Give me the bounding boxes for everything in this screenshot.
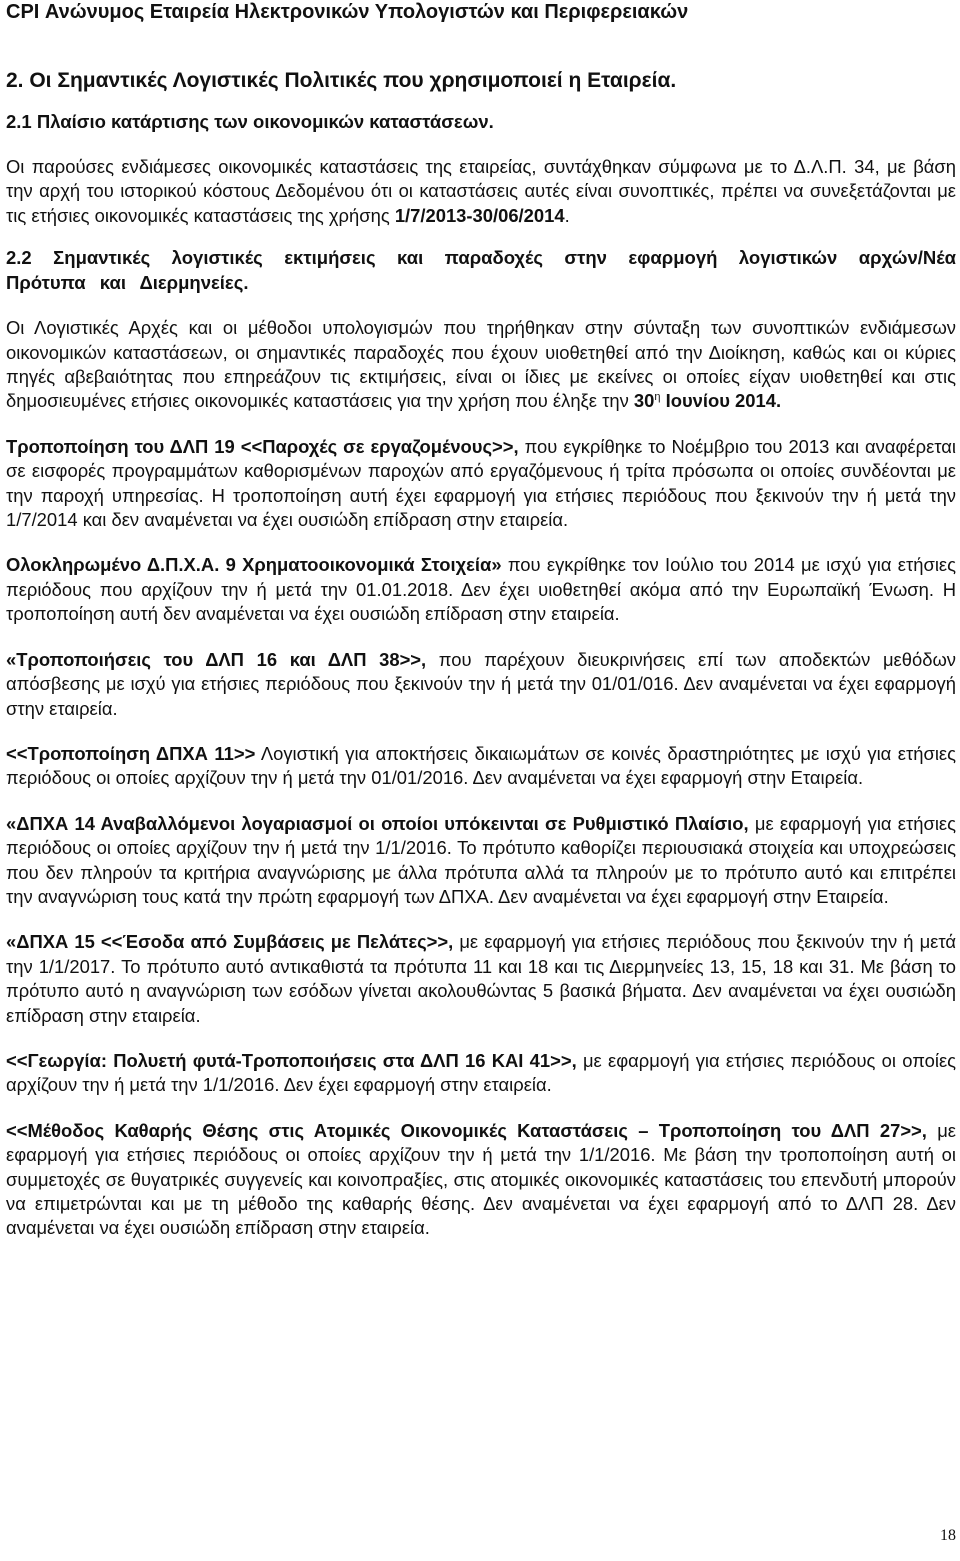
standard-item-ias16-38 [6,648,956,721]
item-title: «ΔΠΧΑ 15 <<Έσοδα από Συμβάσεις με Πελάτες>>, [6,931,454,953]
standard-item-ias16-41 [6,1049,956,1098]
page-number: 18 [940,1527,956,1544]
item-text: που παρέχουν διευκρινήσεις επί των αποδεκτών μεθόδων απόσβεσης με ισχύ για ετήσιες περιόδους που ξεκινούν την ή μετά την 01/01/016. Δεν αναμένεται να έχει εφαρμογή στην εταιρεία. [6,648,956,719]
standard-item-ifrs14 [6,812,956,910]
item-text: με εφαρμογή για ετήσιες περιόδους οι οποίες αρχίζουν την ή μετά την 1/1/2016. Δεν έχει εφαρμογή στην εταιρεία. [6,1049,957,1096]
item-title: <<Τροποποίηση ΔΠΧΑ 11>> [6,742,256,764]
item-title: «ΔΠΧΑ 14 Αναβαλλόμενοι λογαριασμοί οι οποίοι υπόκεινται σε Ρυθμιστικό Πλαίσιο, [6,812,749,834]
section-2-1-period: 1/7/2013-30/06/2014 [394,204,565,226]
item-text: με εφαρμογή για ετήσιες περιόδους οι οποίες αρχίζουν την ή μετά την 1/1/2016. Με βάση την τροποποίηση αυτή οι συμμετοχές σε θυγατρικές συγγενείς και κοινοπραξίες, στις ατομικές οικονομικές καταστάσεις του επενδυτή μπορούν να επιμετρώνται και με τη μέθοδο της καθαρής θέσης. Δεν αναμένεται να έχει εφαρμογή από το ΔΛΠ 28. Δεν αναμένεται να έχει ουσιώδη επίδραση στην εταιρεία. [6,1119,957,1239]
company-header: CPI Ανώνυμος Εταιρεία Ηλεκτρονικών Υπολογιστών και Περιφερειακών [6,1,689,23]
item-title: <<Γεωργία: Πολυετή φυτά-Τροποποιήσεις στα ΔΛΠ 16 ΚΑΙ 41>>, [6,1049,577,1071]
section-2-2-date-day: 30 [633,390,655,412]
section-2-1-title: 2.1 Πλαίσιο κατάρτισης των οικονομικών καταστάσεων. [6,111,494,132]
standard-item-ifrs15 [6,930,956,1028]
item-title: <<Μέθοδος Καθαρής Θέσης στις Ατομικές Οικονομικές Καταστάσεις – Τροποποίηση του ΔΛΠ 27>>, [6,1119,927,1141]
section-2-2-text: Οι Λογιστικές Αρχές και οι μέθοδοι υπολογισμών που τηρήθηκαν στην σύνταξη των συνοπτικών ενδιάμεσων οικονομικών καταστάσεων, οι σημαντικές παραδοχές που έχουν υιοθετηθεί από την Διοίκηση, καθώς και οι κύριες πηγές αβεβαιότητας που επηρεάζουν τις εκτιμήσεις, είναι οι ίδιες με εκείνες οι οποίες είχαν υιοθετηθεί και στις δημοσιευμένες ετήσιες οικονομικές καταστάσεις για την χρήση που έληξε την [6,317,956,412]
item-title: Ολοκληρωμένο Δ.Π.Χ.Α. 9 Χρηματοοικονομικά Στοιχεία» [6,554,502,576]
section-2-2-title: 2.2 Σημαντικές λογιστικές εκτιμήσεις και παραδοχές στην εφαρμογή λογιστικών αρχών/Νέα Πρότυπα και Διερμηνείες. [6,247,956,294]
item-title: Τροποποίηση του ΔΛΠ 19 <<Παροχές σε εργαζομένους>>, [6,435,519,457]
item-text: Λογιστική για αποκτήσεις δικαιωμάτων σε κοινές δραστηριότητες με ισχύ για ετήσιες περιόδους οι οποίες αρχίζουν την ή μετά την 01/01/2016. Δεν αναμένεται να έχει εφαρμογή στην Εταιρεία. [6,742,956,789]
section-2-2-body [6,316,956,414]
section-2-1-text: Οι παρούσες ενδιάμεσες οικονομικές καταστάσεις της εταιρείας, συντάχθηκαν σύμφωνα με το Δ.Λ.Π. 34, με βάση την αρχή του ιστορικού κόστους Δεδομένου ότι οι καταστάσεις αυτές είναι συνοπτικές, πρέπει να συνεξετάζονται με τις ετήσιες οικονομικές καταστάσεις της χρήσης [6,156,956,226]
item-title: «Τροποποιήσεις του ΔΛΠ 16 και ΔΛΠ 38>>, [6,648,427,670]
standard-item-ias19 [6,435,956,533]
standard-item-ifrs11 [6,742,956,791]
standard-item-ifrs9 [6,553,956,626]
item-text: που εγκρίθηκε το Νοέμβριο του 2013 και αναφέρεται σε εισφορές προγραμμάτων καθορισμένων παροχών από εργαζόμενους ή τρίτα πρόσωπα οι οποίες συνδέονται με την παροχή υπηρεσίας. Η τροποποίηση αυτή έχει εφαρμογή για ετήσιες περιόδους που ξεκινούν την ή μετά την 1/7/2014 και δεν αναμένεται να έχει ουσιώδη επίδραση στην εταιρεία. [6,435,956,531]
item-text: που εγκρίθηκε τον Ιούλιο του 2014 με ισχύ για ετήσιες περιόδους που αρχίζουν την ή μετά την 01.01.2018. Δεν έχει υιοθετηθεί ακόμα από την Ευρωπαϊκή Ένωση. Η τροποποίηση αυτή δεν αναμένεται να έχει ουσιώδη επίδραση στην εταιρεία. [6,554,956,625]
section-2-title: 2. Οι Σημαντικές Λογιστικές Πολιτικές που χρησιμοποιεί η Εταιρεία. [6,69,677,92]
section-2-1-body [6,155,956,228]
section-2-1-end: . [564,204,570,226]
section-2-2-date-rest: Ιουνίου 2014. [660,390,782,412]
section-2-2-date-sup: η [654,391,661,404]
item-text: με εφαρμογή για ετήσιες περιόδους οι οποίες αρχίζουν την ή μετά την 1/1/2016. Το πρότυπο καθορίζει περιουσιακά στοιχεία και υποχρεώσεις που δεν πληρούν τα κριτήρια αναγνώρισης με άλλα πρότυπα αλλά τα πληρούν με το πρότυπο αυτό και επιτρέπει την αναγνώριση τους κατά την πρώτη εφαρμογή των ΔΠΧΑ. Δεν αναμένεται να έχει εφαρμογή στην Εταιρεία. [6,812,956,907]
item-text: με εφαρμογή για ετήσιες περιόδους που ξεκινούν την ή μετά την 1/1/2017. Το πρότυπο αυτό αντικαθιστά τα πρότυπα 11 και 18 και τις Διερμηνείες 13, 15, 18 και 31. Με βάση το πρότυπο αυτό η αναγνώριση των εσόδων γίνεται ακολουθώντας 5 βασικά βήματα. Δεν αναμένεται να έχει ουσιώδη επίδραση στην εταιρεία. [6,931,956,1026]
standard-item-ias27 [6,1119,956,1241]
